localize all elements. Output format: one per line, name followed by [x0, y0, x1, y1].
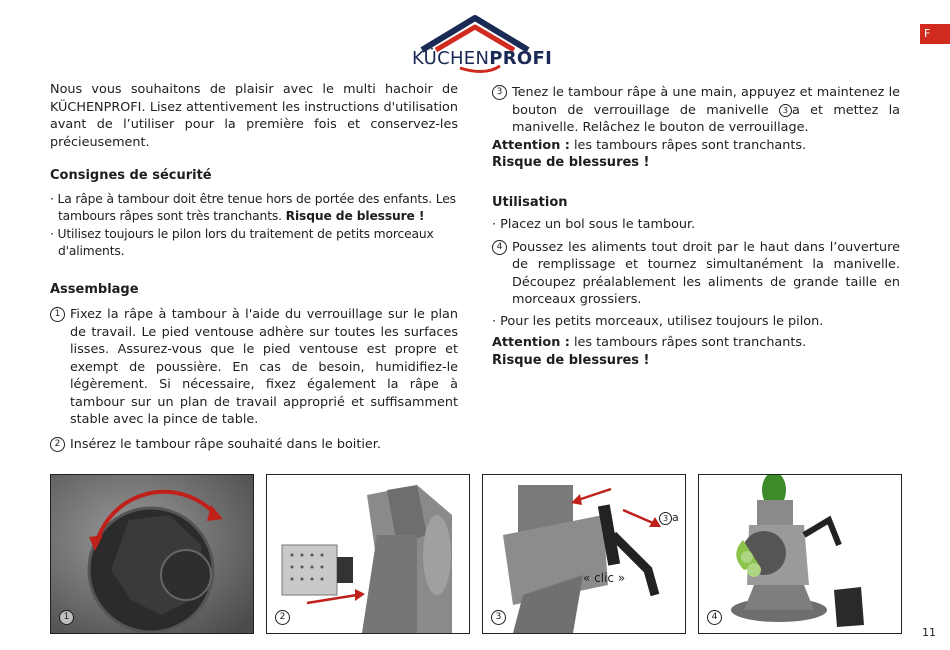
step-1: [50, 306, 458, 429]
figure-3: [482, 474, 686, 634]
left-column: [50, 81, 458, 453]
figure-2: [266, 474, 470, 634]
figure-4: [698, 474, 902, 634]
click-label: « clic »: [583, 571, 626, 585]
step-number: 3: [492, 85, 507, 100]
step-text: Poussez les aliments tout droit par le haut dans l’ouverture de remplissage et tournez simultanément la manivelle. Découpez préalablement les aliments de grande taille en morceaux grossiers.: [512, 239, 900, 307]
step-number: 4: [492, 240, 507, 255]
step-number: 2: [50, 437, 65, 452]
figure-number: 1: [59, 610, 74, 625]
crank-attach-illustration: [483, 475, 685, 633]
crank-lock-label: 3 a: [659, 511, 679, 525]
step-3: 3 Tenez le tambour râpe à une main, appuyez et maintenez le bouton de verrouillage de manivelle 3 a et mettez la manivelle. Relâchez le bouton de verrouillage.: [492, 84, 900, 137]
usage-item-2: · Pour les petits morceaux, utilisez toujours le pilon.: [492, 313, 824, 329]
figure-number: 3: [491, 610, 506, 625]
crank-lock-ref: 3: [779, 104, 792, 117]
safety-item-2: · Utilisez toujours le pilon lors du traitement de petits morceaux d'aliments.: [50, 226, 434, 258]
right-column: [492, 84, 900, 369]
step-text: Fixez la râpe à tambour à l'aide du verrouillage sur le plan de travail. Le pied ventouse adhère sur toutes les surfaces lisses. Assurez-vous que le pied ventouse est propre et exempt de poussière. En cas de besoin, humidifiez-le légèrement. Si nécessaire, fixez également la râpe à tambour sur un plan de travail approprié et suffisamment stable avec la pince de table.: [70, 307, 458, 427]
figure-number: 2: [275, 610, 290, 625]
logo-roof-icon: [400, 12, 553, 82]
drum-insert-illustration: [267, 475, 469, 633]
attention-1: Attention : les tambours râpes sont tranchants.: [492, 137, 807, 153]
step-number: 1: [50, 307, 65, 322]
grating-in-use-illustration: [699, 475, 901, 633]
suction-lock-illustration: [51, 475, 253, 633]
intro-paragraph: Nous vous souhaitons de plaisir avec le multi hachoir de KÜCHENPROFI. Lisez attentivement les instructions d'utilisation avant de l’utiliser pour la première fois et conservez-les précieusement.: [50, 82, 458, 150]
language-tab: F: [920, 24, 950, 44]
step-text: Insérez le tambour râpe souhaité dans le boitier.: [70, 436, 381, 452]
assembly-heading: Assemblage: [50, 281, 139, 297]
figure-1: [50, 474, 254, 634]
brand-logo: [400, 12, 553, 82]
brand-name: KÜCHENPROFI: [412, 48, 553, 69]
step-2: [50, 436, 458, 454]
attention-2: Attention : les tambours râpes sont tranchants.: [492, 335, 807, 350]
safety-heading: Consignes de sécurité: [50, 168, 212, 183]
injury-warning-1: Risque de blessures !: [492, 155, 650, 170]
step-4: [492, 239, 900, 309]
usage-heading: Utilisation: [492, 194, 568, 210]
safety-item-1: · La râpe à tambour doit être tenue hors de portée des enfants. Les tambours râpes sont très tranchants. Risque de blessure !: [50, 191, 456, 223]
usage-item-1: · Placez un bol sous le tambour.: [492, 217, 696, 232]
page-number: 11: [922, 626, 936, 639]
figure-number: 4: [707, 610, 722, 625]
injury-warning-2: Risque de blessures !: [492, 352, 650, 368]
figure-row: [50, 474, 900, 634]
